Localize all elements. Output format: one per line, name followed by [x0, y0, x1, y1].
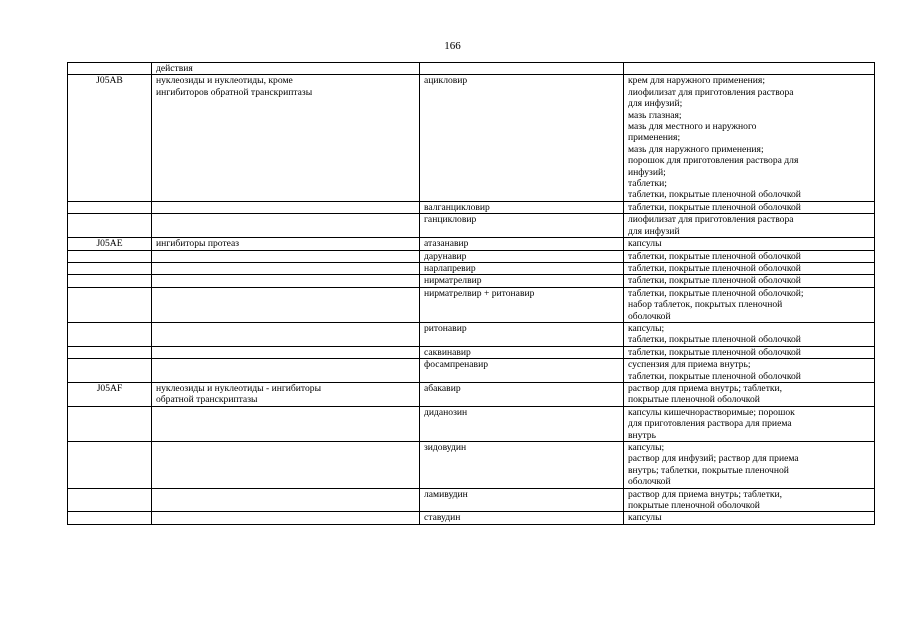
drug-cell: валганцикловир	[420, 201, 624, 213]
dosage-form-cell: капсулы	[624, 512, 875, 524]
table-row	[68, 63, 875, 75]
table-row	[68, 238, 875, 250]
dosage-form-cell: раствор для приема внутрь; таблетки, покрытые пленочной оболочкой	[624, 488, 875, 512]
table-row	[68, 287, 875, 322]
group-cell: нуклеозиды и нуклеотиды - ингибиторы обратной транскриптазы	[152, 382, 420, 406]
drug-cell: абакавир	[420, 382, 624, 406]
table-row	[68, 359, 875, 383]
code-cell	[68, 250, 152, 262]
code-cell	[68, 275, 152, 287]
code-cell	[68, 359, 152, 383]
drug-cell: атазанавир	[420, 238, 624, 250]
dosage-form-cell: таблетки, покрытые пленочной оболочкой	[624, 275, 875, 287]
code-cell	[68, 406, 152, 441]
drug-cell: нирматрелвир + ритонавир	[420, 287, 624, 322]
drug-cell: ритонавир	[420, 322, 624, 346]
dosage-form-cell: таблетки, покрытые пленочной оболочкой; набор таблеток, покрытых пленочной оболочкой	[624, 287, 875, 322]
table-row	[68, 406, 875, 441]
page-number: 166	[444, 40, 461, 52]
drug-cell: диданозин	[420, 406, 624, 441]
code-cell	[68, 322, 152, 346]
code-cell	[68, 287, 152, 322]
dosage-form-cell: капсулы	[624, 238, 875, 250]
code-cell: J05AB	[68, 75, 152, 201]
code-cell: J05AF	[68, 382, 152, 406]
group-cell	[152, 214, 420, 238]
group-cell	[152, 322, 420, 346]
table-row	[68, 442, 875, 489]
table-row	[68, 346, 875, 358]
drug-cell: нарлапревир	[420, 262, 624, 274]
group-cell	[152, 406, 420, 441]
group-cell	[152, 201, 420, 213]
group-cell: ингибиторы протеаз	[152, 238, 420, 250]
dosage-form-cell: капсулы; раствор для инфузий; раствор для приема внутрь; таблетки, покрытые пленочной оболочкой	[624, 442, 875, 489]
dosage-form-cell: суспензия для приема внутрь; таблетки, покрытые пленочной оболочкой	[624, 359, 875, 383]
drug-cell: саквинавир	[420, 346, 624, 358]
code-cell: J05AE	[68, 238, 152, 250]
drug-cell: ацикловир	[420, 75, 624, 201]
group-cell	[152, 359, 420, 383]
table-row	[68, 214, 875, 238]
code-cell	[68, 214, 152, 238]
dosage-form-cell: лиофилизат для приготовления раствора для инфузий	[624, 214, 875, 238]
drug-cell	[420, 63, 624, 75]
code-cell	[68, 512, 152, 524]
dosage-form-cell	[624, 63, 875, 75]
dosage-form-cell: таблетки, покрытые пленочной оболочкой	[624, 262, 875, 274]
dosage-form-cell: таблетки, покрытые пленочной оболочкой	[624, 250, 875, 262]
dosage-form-cell: капсулы; таблетки, покрытые пленочной оболочкой	[624, 322, 875, 346]
table-row	[68, 275, 875, 287]
group-cell	[152, 287, 420, 322]
dosage-form-cell: раствор для приема внутрь; таблетки, покрытые пленочной оболочкой	[624, 382, 875, 406]
code-cell	[68, 442, 152, 489]
group-cell	[152, 250, 420, 262]
group-cell	[152, 275, 420, 287]
dosage-form-cell: крем для наружного применения; лиофилизат для приготовления раствора для инфузий; мазь глазная; мазь для местного и наружного применения; мазь для наружного применения; порошок для приготовления раствора для инфузий; таблетки; таблетки, покрытые пленочной оболочкой	[624, 75, 875, 201]
code-cell	[68, 262, 152, 274]
code-cell	[68, 201, 152, 213]
table-row	[68, 512, 875, 524]
table-row	[68, 262, 875, 274]
table-row	[68, 382, 875, 406]
code-cell	[68, 346, 152, 358]
code-cell	[68, 63, 152, 75]
drug-cell: дарунавир	[420, 250, 624, 262]
code-cell	[68, 488, 152, 512]
table-row	[68, 250, 875, 262]
drug-table	[67, 62, 875, 525]
group-cell	[152, 262, 420, 274]
drug-cell: зидовудин	[420, 442, 624, 489]
dosage-form-cell: таблетки, покрытые пленочной оболочкой	[624, 201, 875, 213]
group-cell	[152, 512, 420, 524]
table-body	[68, 63, 875, 525]
group-cell	[152, 442, 420, 489]
drug-cell: ганцикловир	[420, 214, 624, 238]
group-cell	[152, 488, 420, 512]
drug-cell: ставудин	[420, 512, 624, 524]
group-cell: нуклеозиды и нуклеотиды, кроме ингибиторов обратной транскриптазы	[152, 75, 420, 201]
drug-cell: нирматрелвир	[420, 275, 624, 287]
dosage-form-cell: капсулы кишечнорастворимые; порошок для приготовления раствора для приема внутрь	[624, 406, 875, 441]
table-row	[68, 488, 875, 512]
table-row	[68, 75, 875, 201]
drug-cell: фосампренавир	[420, 359, 624, 383]
group-cell	[152, 346, 420, 358]
table-row	[68, 322, 875, 346]
table-row	[68, 201, 875, 213]
group-cell: действия	[152, 63, 420, 75]
drug-cell: ламивудин	[420, 488, 624, 512]
dosage-form-cell: таблетки, покрытые пленочной оболочкой	[624, 346, 875, 358]
